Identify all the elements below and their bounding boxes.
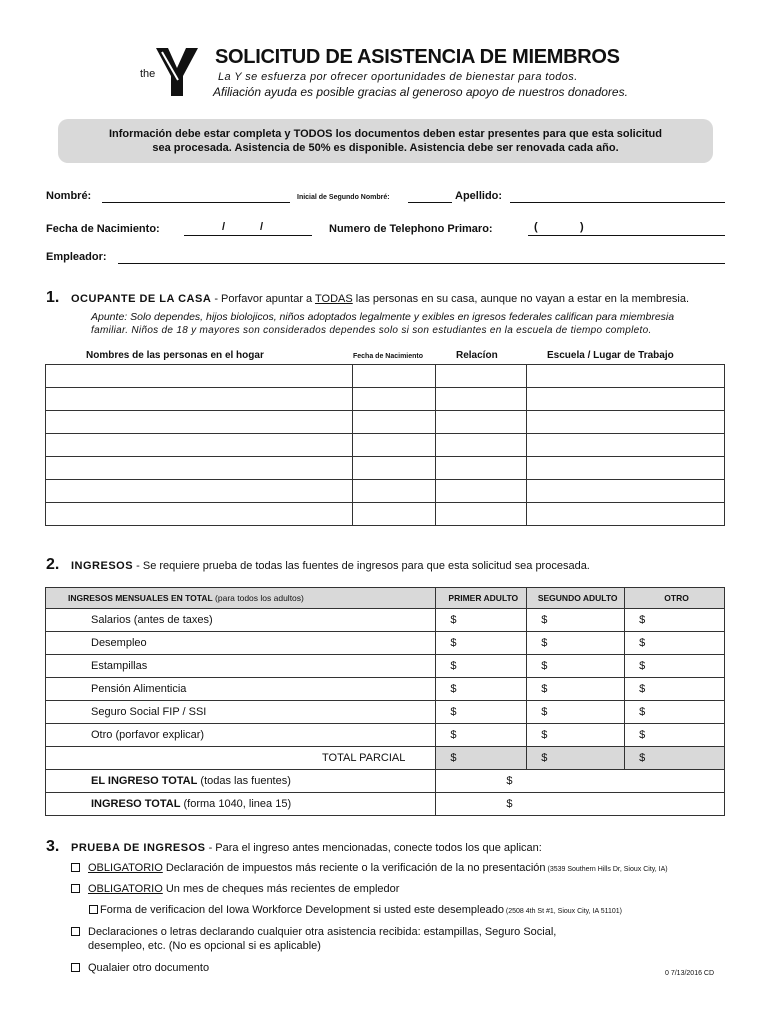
fecha-field[interactable] — [184, 224, 312, 236]
income-row — [46, 609, 725, 632]
household-cell-name[interactable] — [46, 411, 353, 434]
income-subtotal-row — [46, 747, 725, 770]
proof-item-1[interactable] — [71, 862, 668, 874]
empleador-label: Empleador: — [46, 251, 107, 263]
section1-heading — [71, 293, 689, 305]
household-cell-dob[interactable] — [352, 388, 436, 411]
income-item-label: Desempleo — [46, 632, 436, 655]
checkbox-3[interactable] — [89, 905, 98, 914]
household-cell-school[interactable] — [527, 480, 725, 503]
total-1040-row-amount[interactable]: $ — [436, 793, 725, 816]
income-col-other: OTRO — [625, 588, 725, 609]
inicial-label: Inicial de Segundo Nombré: — [297, 194, 390, 201]
section3-number: 3. — [46, 838, 60, 855]
nombre-label: Nombré: — [46, 190, 92, 202]
income-amount-cell[interactable]: $ — [527, 701, 625, 724]
household-cell-relation[interactable] — [436, 388, 527, 411]
household-row — [46, 388, 725, 411]
notice-line-2: sea procesada. Asistencia de 50% es disponible. Asistencia debe ser renovada cada año. — [152, 142, 619, 154]
col-dob-header: Fecha de Nacimiento — [353, 353, 424, 360]
section2-title: INGRESOS — [71, 560, 134, 572]
inicial-field[interactable] — [408, 191, 452, 203]
ymca-logo — [140, 46, 200, 98]
household-cell-dob[interactable] — [352, 365, 436, 388]
logo-text: the — [140, 68, 156, 80]
section1-note-1: Apunte: Solo dependes, hijos biolojicos, niños adoptados legalmente y exibles en igresos federales califican para miembresia — [91, 311, 675, 323]
footer-date: 0 7/13/2016 CD — [665, 970, 715, 977]
income-amount-cell[interactable]: $ — [625, 609, 725, 632]
income-row — [46, 724, 725, 747]
income-amount-cell[interactable]: $ — [625, 655, 725, 678]
item4-line-1: Declaraciones o letras declarando cualquier otra asistencia recibida: estampillas, Seguro Social, — [88, 926, 557, 938]
household-cell-school[interactable] — [527, 457, 725, 480]
income-col-main: INGRESOS MENSUALES EN TOTAL (para todos los adultos) — [46, 588, 436, 609]
item1-text: Declaración de impuestos más reciente o la verificación de la no presentación — [162, 862, 546, 874]
household-cell-name[interactable] — [46, 365, 353, 388]
total-income-row — [46, 770, 725, 793]
income-amount-cell[interactable]: $ — [625, 724, 725, 747]
income-item-label: Salarios (antes de taxes) — [46, 609, 436, 632]
paren-open: ( — [534, 221, 538, 233]
household-cell-relation[interactable] — [436, 457, 527, 480]
income-amount-cell[interactable]: $ — [527, 609, 625, 632]
household-cell-school[interactable] — [527, 365, 725, 388]
income-col-a2: SEGUNDO ADULTO — [527, 588, 625, 609]
household-cell-name[interactable] — [46, 503, 353, 526]
notice-box — [58, 119, 713, 163]
item2-required: OBLIGATORIO — [88, 883, 163, 895]
income-header-row — [46, 588, 725, 609]
income-col-a1: PRIMER ADULTO — [436, 588, 527, 609]
section3-heading — [71, 842, 542, 854]
section2-heading — [71, 560, 590, 572]
total-1040-row — [46, 793, 725, 816]
income-row — [46, 678, 725, 701]
item2-text: Un mes de cheques más recientes de empledor — [162, 883, 400, 895]
y-logo-icon — [154, 46, 200, 98]
household-cell-relation[interactable] — [436, 365, 527, 388]
income-amount-cell[interactable]: $ — [436, 609, 527, 632]
checkbox-5[interactable] — [71, 963, 80, 972]
income-amount-cell[interactable]: $ — [625, 747, 725, 770]
household-cell-dob[interactable] — [352, 434, 436, 457]
proof-item-3[interactable] — [89, 904, 622, 916]
proof-item-4[interactable] — [71, 925, 556, 940]
household-cell-school[interactable] — [527, 388, 725, 411]
household-table — [45, 364, 725, 526]
item3-note: (2508 4th St #1, Sioux City, IA 51101) — [503, 908, 622, 915]
section1-desc-post: las personas en su casa, aunque no vayan a estar en la membresia. — [352, 293, 690, 305]
empleador-field[interactable] — [118, 252, 725, 264]
proof-item-5[interactable] — [71, 962, 209, 974]
income-amount-cell[interactable]: $ — [436, 747, 527, 770]
checkbox-1[interactable] — [71, 863, 80, 872]
total-income-row-label: EL INGRESO TOTAL (todas las fuentes) — [46, 770, 436, 793]
income-item-label: Seguro Social FIP / SSI — [46, 701, 436, 724]
income-amount-cell[interactable]: $ — [527, 678, 625, 701]
income-amount-cell[interactable]: $ — [625, 632, 725, 655]
income-row — [46, 701, 725, 724]
section1-note-2: familiar. Niños de 18 y mayores son considerados dependes solo si son estudiantes en la escuela de tiempo completo. — [91, 325, 652, 336]
col-rel-header: Relacíon — [456, 350, 498, 361]
subtitle-2: Afiliación ayuda es posible gracias al generoso apoyo de nuestros donadores. — [213, 85, 628, 99]
col-names-header: Nombres de las personas en el hogar — [86, 350, 264, 361]
income-item-label: Otro (porfavor explicar) — [46, 724, 436, 747]
item3-text: Forma de verificacion del Iowa Workforce Development si usted este desempleado — [100, 904, 504, 916]
section1-title: OCUPANTE DE LA CASA — [71, 293, 212, 305]
household-cell-relation[interactable] — [436, 411, 527, 434]
item4-line-2: desempleo, etc. (No es opcional si es aplicable) — [88, 940, 321, 952]
household-row — [46, 480, 725, 503]
section2-number: 2. — [46, 556, 60, 573]
household-cell-school[interactable] — [527, 411, 725, 434]
paren-close: ) — [580, 221, 584, 233]
proof-item-2[interactable] — [71, 883, 399, 895]
household-cell-relation[interactable] — [436, 503, 527, 526]
col-school-header: Escuela / Lugar de Trabajo — [547, 350, 674, 361]
income-row — [46, 655, 725, 678]
household-cell-name[interactable] — [46, 457, 353, 480]
household-cell-name[interactable] — [46, 388, 353, 411]
household-cell-relation[interactable] — [436, 480, 527, 503]
fecha-slash-2: / — [260, 221, 264, 233]
household-cell-name[interactable] — [46, 434, 353, 457]
income-item-label: Estampillas — [46, 655, 436, 678]
fecha-label: Fecha de Nacimiento: — [46, 223, 160, 235]
income-amount-cell[interactable]: $ — [436, 655, 527, 678]
income-amount-cell[interactable]: $ — [527, 747, 625, 770]
fecha-slash-1: / — [222, 221, 226, 233]
income-amount-cell[interactable]: $ — [625, 701, 725, 724]
nombre-field[interactable] — [102, 191, 290, 203]
income-item-label: Pensión Alimenticia — [46, 678, 436, 701]
page-title: SOLICITUD DE ASISTENCIA DE MIEMBROS — [215, 46, 620, 68]
household-cell-school[interactable] — [527, 503, 725, 526]
section1-number: 1. — [46, 289, 60, 306]
income-amount-cell[interactable]: $ — [436, 724, 527, 747]
income-amount-cell[interactable]: $ — [527, 632, 625, 655]
checkbox-4[interactable] — [71, 927, 80, 936]
section1-desc-pre: - Porfavor apuntar a — [211, 293, 316, 305]
household-cell-dob[interactable] — [352, 503, 436, 526]
income-amount-cell[interactable]: $ — [527, 655, 625, 678]
income-amount-cell[interactable]: $ — [436, 678, 527, 701]
total-1040-row-label: INGRESO TOTAL (forma 1040, linea 15) — [46, 793, 436, 816]
household-row — [46, 365, 725, 388]
income-row — [46, 632, 725, 655]
telefono-label: Numero de Telephono Primaro: — [329, 223, 493, 235]
subtitle-1: La Y se esfuerza por ofrecer oportunidades de bienestar para todos. — [218, 71, 578, 83]
income-amount-cell[interactable]: $ — [527, 724, 625, 747]
income-amount-cell[interactable]: $ — [625, 678, 725, 701]
household-row — [46, 457, 725, 480]
apellido-field[interactable] — [510, 191, 725, 203]
item1-note: (3539 Southern Hills Dr, Sioux City, IA) — [545, 866, 668, 873]
household-row — [46, 411, 725, 434]
section2-desc: - Se requiere prueba de todas las fuentes de ingresos para que esta solicitud sea procesada. — [133, 560, 590, 572]
income-table — [45, 587, 725, 816]
household-row — [46, 503, 725, 526]
household-cell-dob[interactable] — [352, 411, 436, 434]
income-amount-cell[interactable]: $ — [436, 632, 527, 655]
item5-text: Qualaier otro documento — [88, 962, 210, 974]
section1-desc-underline: TODAS — [315, 293, 353, 305]
household-cell-dob[interactable] — [352, 457, 436, 480]
household-cell-relation[interactable] — [436, 434, 527, 457]
household-cell-name[interactable] — [46, 480, 353, 503]
subtotal-label: TOTAL PARCIAL — [46, 747, 436, 770]
total-income-row-amount[interactable]: $ — [436, 770, 725, 793]
income-amount-cell[interactable]: $ — [436, 701, 527, 724]
household-cell-school[interactable] — [527, 434, 725, 457]
notice-line-1: Información debe estar completa y TODOS los documentos deben estar presentes para que esta solicitud — [108, 128, 662, 140]
apellido-label: Apellido: — [455, 190, 503, 202]
section3-title: PRUEBA DE INGRESOS — [71, 842, 206, 854]
checkbox-2[interactable] — [71, 884, 80, 893]
item1-required: OBLIGATORIO — [88, 862, 163, 874]
telefono-field[interactable] — [528, 224, 725, 236]
household-cell-dob[interactable] — [352, 480, 436, 503]
section3-desc: - Para el ingreso antes mencionadas, conecte todos los que aplican: — [205, 842, 542, 854]
household-row — [46, 434, 725, 457]
